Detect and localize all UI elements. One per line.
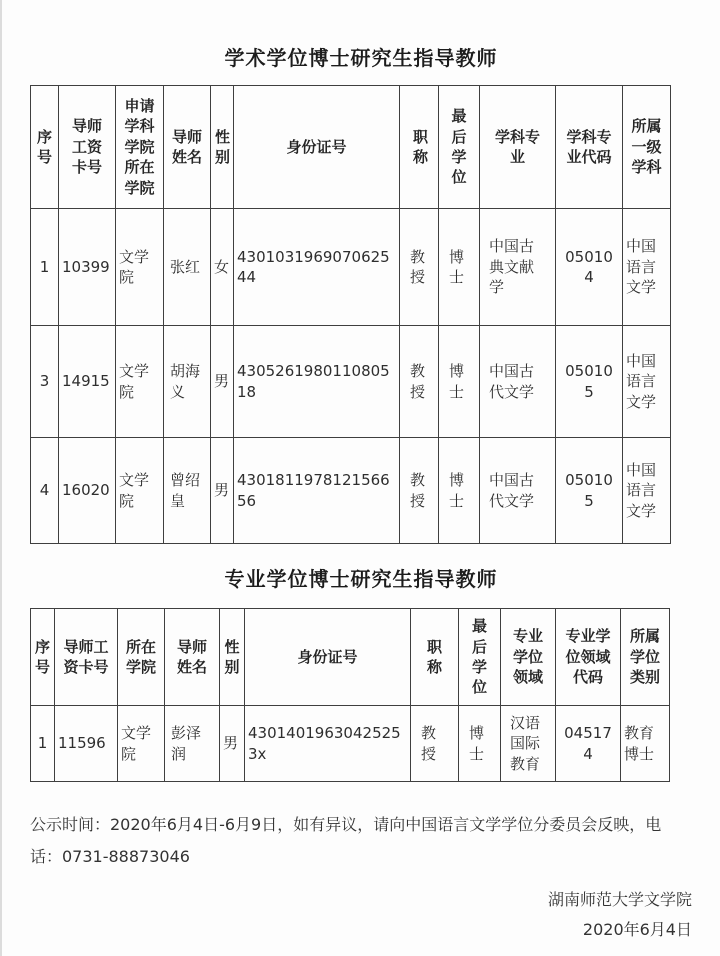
header-cell: 所属学位类别 (621, 609, 670, 706)
cell: 曾绍皇 (164, 438, 211, 544)
cell: 中国古典文献学 (480, 209, 556, 326)
cell: 博士 (439, 209, 480, 326)
cell: 1 (31, 209, 59, 326)
header-cell: 专业学位领域 (501, 609, 556, 706)
cell: 教授 (400, 326, 439, 438)
cell: 中国语言文学 (623, 438, 671, 544)
cell: 张红 (164, 209, 211, 326)
header-cell: 最后学位 (439, 86, 480, 209)
table-row (31, 706, 670, 782)
cell: 1 (31, 706, 55, 782)
cell: 教育博士 (621, 706, 670, 782)
professional-table-title: 专业学位博士研究生指导教师 (224, 567, 498, 591)
cell: 女 (211, 209, 234, 326)
cell: 胡海义 (164, 326, 211, 438)
header-cell: 序号 (31, 609, 55, 706)
table-row (31, 438, 671, 544)
professional-table-head (31, 609, 670, 706)
cell: 3 (31, 326, 59, 438)
academic-table-title: 学术学位博士研究生指导教师 (224, 46, 498, 70)
cell: 文学院 (116, 438, 164, 544)
cell: 050104 (556, 209, 623, 326)
header-row (31, 86, 671, 209)
cell: 14915 (59, 326, 116, 438)
cell: 10399 (59, 209, 116, 326)
cell: 男 (211, 438, 234, 544)
header-cell: 导师工资卡号 (59, 86, 116, 209)
header-cell: 职称 (400, 86, 439, 209)
cell: 045174 (556, 706, 621, 782)
cell: 11596 (55, 706, 118, 782)
cell: 050105 (556, 326, 623, 438)
cell: 16020 (59, 438, 116, 544)
academic-table-body (31, 209, 671, 544)
cell: 文学院 (118, 706, 165, 782)
header-cell: 学科专业代码 (556, 86, 623, 209)
cell: 430103196907062544 (234, 209, 400, 326)
cell: 博士 (439, 438, 480, 544)
cell: 男 (220, 706, 245, 782)
table-row (31, 209, 671, 326)
page-left-edge (0, 0, 2, 956)
header-cell: 最后学位 (459, 609, 501, 706)
header-cell: 学科专业 (480, 86, 556, 209)
signature-block (30, 885, 692, 945)
cell: 中国语言文学 (623, 209, 671, 326)
header-cell: 职称 (411, 609, 459, 706)
cell: 430181197812156656 (234, 438, 400, 544)
professional-table-body (31, 706, 670, 782)
header-cell: 申请学科学院所在学院 (116, 86, 164, 209)
cell: 文学院 (116, 326, 164, 438)
signature-date: 2020年6月4日 (582, 920, 692, 939)
header-cell: 身份证号 (245, 609, 411, 706)
header-cell: 导师姓名 (164, 86, 211, 209)
cell: 中国语言文学 (623, 326, 671, 438)
cell: 教授 (411, 706, 459, 782)
header-row (31, 609, 670, 706)
header-cell: 专业学位领域代码 (556, 609, 621, 706)
header-cell: 性别 (211, 86, 234, 209)
header-cell: 所在学院 (118, 609, 165, 706)
header-cell: 所属一级学科 (623, 86, 671, 209)
table-row (31, 326, 671, 438)
academic-table-head (31, 86, 671, 209)
header-cell: 序号 (31, 86, 59, 209)
cell: 彭泽润 (165, 706, 220, 782)
cell: 4 (31, 438, 59, 544)
header-cell: 导师工资卡号 (55, 609, 118, 706)
cell: 中国古代文学 (480, 438, 556, 544)
cell: 430526198011080518 (234, 326, 400, 438)
cell: 43014019630425253x (245, 706, 411, 782)
cell: 男 (211, 326, 234, 438)
header-cell: 身份证号 (234, 86, 400, 209)
cell: 文学院 (116, 209, 164, 326)
academic-supervisors-table (30, 85, 671, 544)
header-cell: 导师姓名 (165, 609, 220, 706)
cell: 050105 (556, 438, 623, 544)
signature-organization: 湖南师范大学文学院 (547, 890, 692, 909)
header-cell: 性别 (220, 609, 245, 706)
cell: 博士 (439, 326, 480, 438)
public-notice-text: 公示时间：2020年6月4日-6月9日，如有异议，请向中国语言文学学位分委员会反映，电话：0731-88873046 (30, 815, 662, 866)
cell: 教授 (400, 438, 439, 544)
cell: 汉语国际教育 (501, 706, 556, 782)
cell: 中国古代文学 (480, 326, 556, 438)
cell: 教授 (400, 209, 439, 326)
cell: 博士 (459, 706, 501, 782)
professional-supervisors-table (30, 608, 670, 782)
